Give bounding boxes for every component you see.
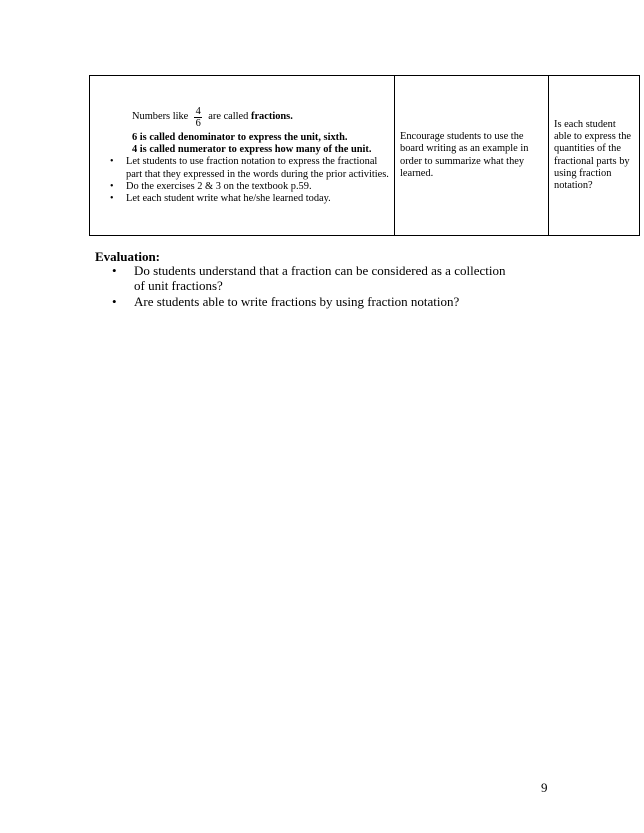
assessment-cell: Is each student able to express the quantities of the fractional parts by using fraction notation?	[549, 76, 640, 236]
bullet-icon: •	[110, 180, 114, 192]
fraction-denominator: 6	[195, 117, 201, 129]
numbers-prefix: Numbers like	[132, 111, 189, 123]
bullet-icon: •	[110, 156, 114, 168]
evaluation-list	[112, 264, 512, 312]
list-item: • Do the exercises 2 & 3 on the textbook p.59.	[110, 180, 312, 192]
table-row	[90, 76, 640, 236]
list-item: • Are students able to write fractions by using fraction notation?	[112, 294, 460, 309]
fraction-numerator: 4	[195, 105, 201, 117]
learning-activities-cell	[90, 76, 395, 236]
bullet-icon: •	[112, 294, 117, 309]
bullet-icon: •	[112, 263, 117, 278]
evaluation-heading: Evaluation:	[95, 249, 161, 264]
numerator-definition: 4 is called numerator to express how many of the unit.	[132, 144, 372, 156]
denominator-definition: 6 is called denominator to express the unit, sixth.	[132, 131, 348, 143]
list-item: • Let each student write what he/she learned today.	[110, 192, 331, 204]
teacher-support-cell: Encourage students to use the board writing as an example in order to summarize what they learned.	[395, 76, 549, 236]
fraction-four-sixths	[194, 106, 202, 129]
lesson-plan-table	[89, 75, 640, 236]
activity-bullet-list	[108, 156, 390, 205]
page-number: 9	[541, 780, 548, 795]
list-item: • Let students to use fraction notation to express the fractional part that they expressed in the words during the prior activities.	[110, 156, 389, 180]
fractions-term: fractions.	[250, 111, 293, 123]
numbers-like-line	[132, 106, 390, 129]
numbers-suffix: are called	[208, 111, 249, 123]
list-item: • Do students understand that a fraction can be considered as a collection of unit fractions?	[112, 263, 506, 293]
bullet-icon: •	[110, 192, 114, 204]
